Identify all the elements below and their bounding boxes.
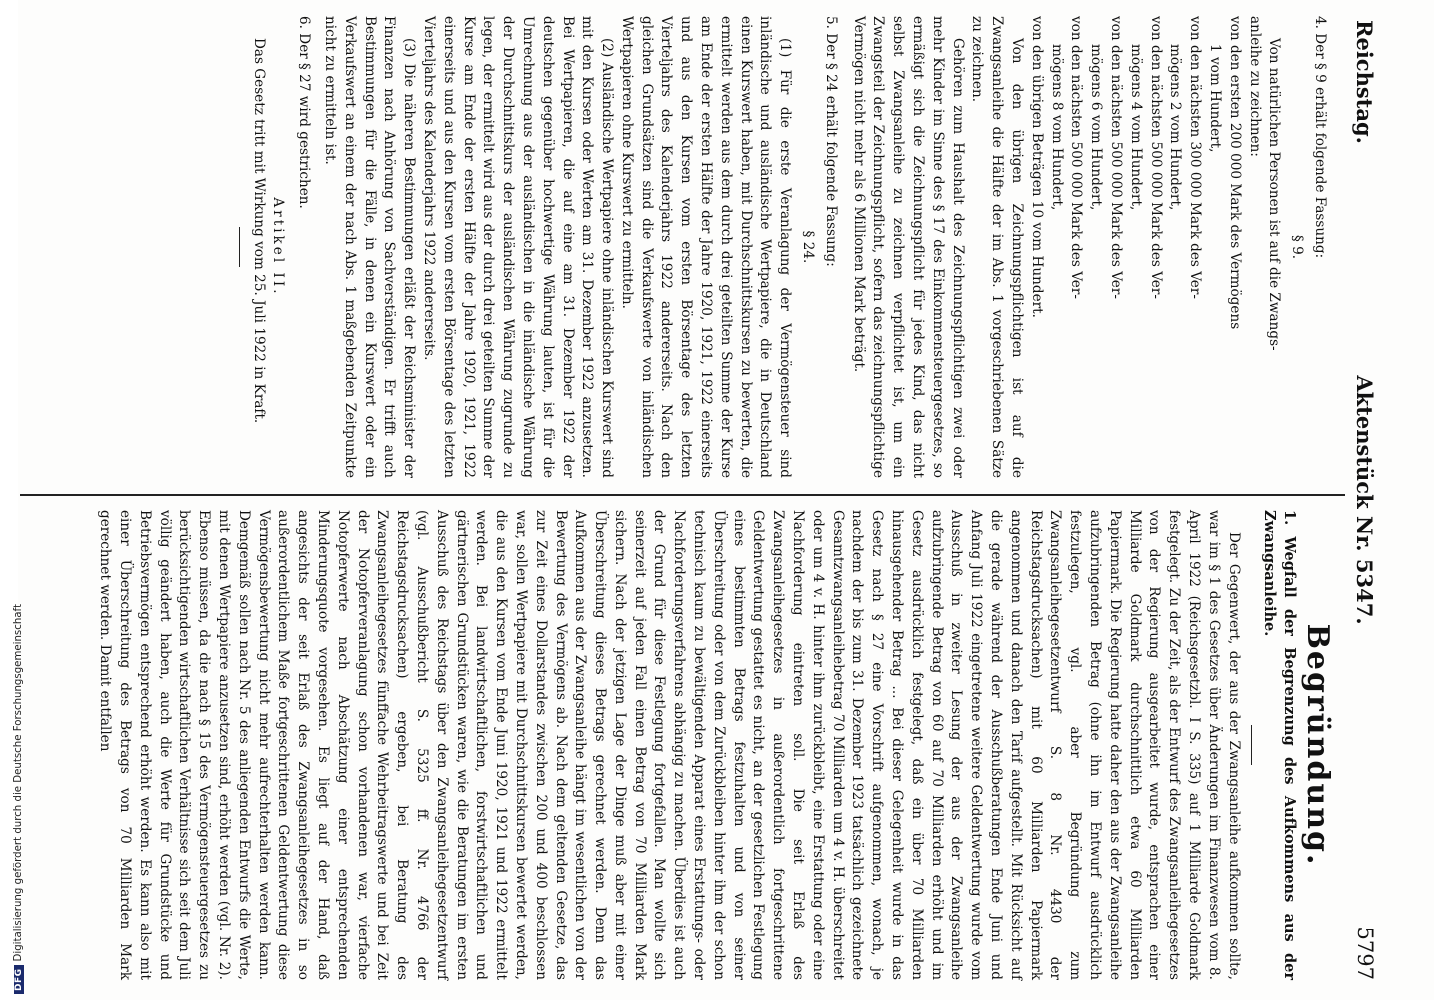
item5-intro: 5. Der § 24 erhält folgende Fassung: xyxy=(822,16,839,267)
item5-paragraph: (3) Die näheren Bestimmungen erläßt der Reichsminister der Finanzen nach Anhörung von Sachverständigen. Er trifft auch Bestimmungen für die Fälle, in denen ein Kurswert oder ein Verkaufswert an einem der nach Abs. 1 maßgebenden Zeitpunkte nicht zu ermitteln ist. xyxy=(321,16,418,478)
item4-paragraph: Von den übrigen Zeichnungspflichtigen ist auf die Zwangsanleihe die Hälfte der im Abs. 1 vorgeschriebenen Sätze zu zeichnen. xyxy=(969,16,1026,478)
item4-paragraph: Gehören zum Haushalt des Zeichnungspflichtigen zwei oder mehr Kinder im Sinne des § 17 des Einkommensteuergesetzes, so ermäßigt sich die Zeichnungspflicht für jedes Kind, das nicht selbst Zwangsanleihe zu zeichnen verpflichtet ist, um ein Zwangsteil der Zeichnungspflicht, sofern das zeichnungspflichtige Vermögen nicht mehr als 6 Millionen Mark beträgt. xyxy=(850,16,966,478)
header-left: Reichstag. xyxy=(1352,20,1377,144)
page-header xyxy=(1343,20,1377,980)
body-paragraph: Der Gegenwert, der aus der Zwangsanleihe aufkommen sollte, war im § 1 des Gesetzes über Änderungen im Finanzwesen vom 8. April 1922 (Reichsgesetzbl. I S. 335) auf 1 Milliarde Goldmark festgelegt. Zu der Zeit, als der Entwurf des Zwangsanleihegesetzes von der Regierung ausgearbeitet wurde, entsprachen einer Milliarde Goldmark durchschnittlich etwa 60 Milliarden Papiermark. Die Regierung hatte daher den aus der Zwangsanleihe aufzubringenden Betrag (ohne ihn im Entwurf ausdrücklich festzulegen, vgl. aber Begründung zum Zwangsanleihegesetzentwurf S. 8 Nr. 4430 der Reichstagsdrucksachen) mit 60 Milliarden Papiermark angenommen und danach den Tarif aufgestellt. Mit Rücksicht auf die gerade während der Ausschußberatungen Ende Juni und Anfang Juli 1922 eingetretene weitere Geldentwertung wurde vom Ausschuß in zweiter Lesung der aus der Zwangsanleihe aufzubringende Betrag von 60 auf 70 Milliarden erhöht und im Gesetz ausdrücklich festgelegt, daß ein über 70 Milliarden hinausgehender Betrag ... Bei dieser Gelegenheit wurde in das Gesetz nach § 27 eine Vorschrift aufgenommen, wonach, je nachdem der bis zum 31. Dezember 1923 tatsächlich gezeichnete Gesamtzwangsanleihebetrag 70 Milliarden um 4 v. H. überschreitet oder um 4 v. H. hinter ihm zurückbleibt, eine Erstattung oder eine Nachforderung eintreten soll. Die seit Erlaß des Zwangsanleihegesetzes in außerordentlich fortgeschrittene Geldentwertung gestattet es nicht, an der gesetzlichen Festlegung eines bestimmten Betrags festzuhalten und von seiner Überschreitung oder von dem Zurückbleiben hinter ihm der schon technisch kaum zu bewältigenden Apparat eines Erstattungs- oder Nachforderungsverfahrens abhängig zu machen. Überdies ist auch der Grund für diese Festlegung fortgefallen. Man wollte sich seinerzeit auf jeden Fall einen Betrag von 70 Milliarden Mark sichern. Nach der jetzigen Lage der Dinge muß aber mit einer Überschreitung dieses Betrags gerechnet werden. Denn das Aufkommen aus der Zwangsanleihe hängt im wesentlichen von der Bewertung des Vermögens ab. Nach dem geltenden Gesetze, das zur Zeit eines Dollarstandes zwischen 200 und 400 beschlossen war, sollen Wertpapiere mit Durchschnittskursen bewertet werden, die aus den Kursen vom Ende Juni 1920, 1921 und 1922 ermittelt werden. Bei landwirtschaftlichen, forstwirtschaftlichen und gärtnerischen Grundstücken waren, wie die Beratungen im ersten Ausschuß des Reichstags über den Zwangsanleihegesetzentwurf (vgl. Ausschußbericht S. 5325 ff. Nr. 4766 der Reichstagsdrucksachen) ergeben, bei Beratung des Zwangsanleihegesetzes fünffache Wehrbeitragswerte und bei Zeit der Notopferveranlagung schon vorhandenen war, vierfache Notopferwerte nach Abschätzung einer entsprechenden Minderungsquote vorgesehen. Es liegt auf der Hand, daß angesichts der seit Erlaß des Zwangsanleihegesetzes in so außerordentlichem Maße fortgeschrittenen Geldentwertung diese Vermögensbewertung nicht mehr aufrechterhalten werden kann. Demgemäß sollen nach Nr. 5 des anliegenden Entwurfs die Werte, mit denen Wertpapiere anzusetzen sind, erhöht werden (vgl. Nr. 2). Ebenso müssen, da die nach § 15 des Vermögensteuergesetzes zu berücksichtigenden wirtschaftlichen Verhältnisse sich seit dem Juli völlig geändert haben, auch die Werte für Grundstücke und Betriebsvermögen entsprechend erhöht werden. Es kann also mit einer Überschreitung des Betrags von 70 Milliarden Mark gerechnet werden. Damit entfallen xyxy=(97,510,1242,980)
credit-text-line xyxy=(13,0,24,1000)
item4-line: von den ersten 200 000 Mark des Vermögens xyxy=(1226,16,1243,330)
subheading-rule xyxy=(1251,725,1252,765)
header-center: Aktenstück Nr. 5347. xyxy=(1352,375,1377,625)
item4-line: von den nächsten 500 000 Mark des Ver- xyxy=(1068,16,1085,299)
section-title: Begründung. xyxy=(1300,623,1335,867)
item4-line: von den nächsten 500 000 Mark des Ver- xyxy=(1108,16,1125,299)
column-divider xyxy=(20,494,1345,496)
subheading: 1. Wegfall der Begrenzung des Aufkommens aus der Zwangsanleihe. xyxy=(1261,510,1299,980)
item4-intro: 4. Der § 9 erhält folgende Fassung: xyxy=(1312,16,1328,259)
closing-sentence: Das Gesetz tritt mit Wirkung vom 25. Juli 1922 in Kraft. xyxy=(250,38,267,424)
item4-line: Von natürlichen Personen ist auf die Zwangs- xyxy=(1266,38,1283,351)
end-rule xyxy=(239,227,240,267)
item4-line: mögens 8 vom Hundert, xyxy=(1048,44,1065,211)
page-number: 5797 xyxy=(1353,926,1377,980)
item4-line: mögens 2 vom Hundert, xyxy=(1167,44,1184,211)
item4-section: § 9. xyxy=(1289,234,1306,260)
item6: 6. Der § 27 wird gestrichen. xyxy=(296,16,313,209)
digitization-credit-strip xyxy=(0,0,24,1000)
dfg-logo: DFG xyxy=(14,965,24,994)
item5-paragraph: (2) Ausländische Wertpapiere ohne inländischen Kurswert sind mit den Kursen oder Werten am 31. Dezember 1922 anzusetzen. Bei Wertpapieren, die auf eine am 31. Dezember 1922 der deutschen gegenüber hochwertige Währung lauten, ist für die Umrechnung aus der ausländischen in die inländische Währung der Durchschnittskurs der ausländischen Währung zugrunde zu legen, der ermittelt wird aus der durch drei geteilten Summe der Kurse am Ende der ersten Hälfte der Jahre 1920, 1921, 1922 einerseits und aus den Kursen vom ersten Börsentage des letzten Vierteljahrs des Kalenderjahrs 1922 andererseits. xyxy=(420,16,616,478)
left-column xyxy=(231,16,1329,478)
item4-line: von den übrigen Beträgen 10 vom Hundert. xyxy=(1028,16,1045,318)
item4-line: von den nächsten 500 000 Mark des Ver- xyxy=(1147,16,1164,299)
item5-section: § 24. xyxy=(800,230,817,264)
item4-line: mögens 4 vom Hundert, xyxy=(1127,44,1144,211)
item5-paragraph: (1) Für die erste Veranlagung der Vermögensteuer sind inländische und ausländische Wertpapiere, die in Deutschland einen Kurswert haben, mit Durchschnittskursen zu bewerten, die ermittelt werden aus dem durch drei geteilten Summe der Kurse am Ende der ersten Hälfte der Jahre 1920, 1921, 1922 einerseits und aus den Kursen vom ersten Börsentage des letzten Vierteljahrs des Kalenderjahrs 1922 andererseits. Nach den gleichen Grundsätzen sind die Verkaufswerte von inländischen Wertpapieren ohne Kurswert zu ermitteln. xyxy=(618,16,794,478)
right-column xyxy=(94,510,1335,980)
item4-line: von den nächsten 300 000 Mark des Ver- xyxy=(1187,16,1204,299)
item4-line: mögens 6 vom Hundert, xyxy=(1088,44,1105,211)
item4-line: anleihe zu zeichnen: xyxy=(1246,16,1263,158)
item4-line: 1 vom Hundert, xyxy=(1207,44,1224,153)
article-heading: Artikel II. xyxy=(270,197,287,297)
credit-text: Digitalisierung gefördert durch die Deutsche Forschungsgemeinschaft xyxy=(13,604,24,962)
